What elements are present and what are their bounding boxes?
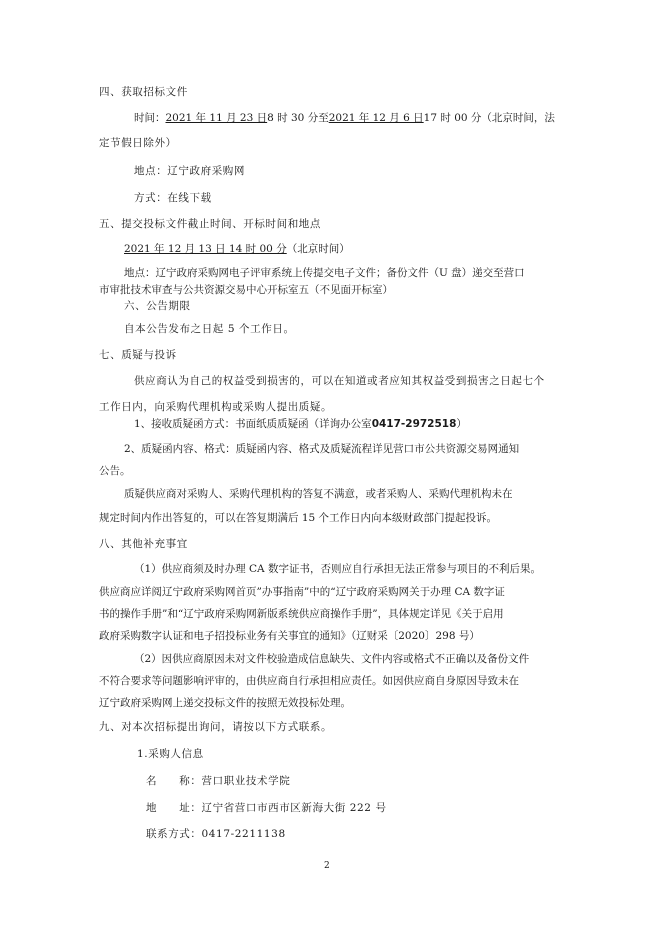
supplement-p1-line4: 政府采购数字认证和电子招投标业务有关事宜的通知》（辽财采〔2020〕298 号）: [99, 630, 480, 642]
purchaser-address-label: 地 址：: [146, 802, 202, 814]
submission-place-line1: 地点：辽宁政府采购网电子评审系统上传提交电子文件；备份文件（U 盘）递交至营口: [124, 267, 525, 279]
section-5-heading: 五、提交投标文件截止时间、开标时间和地点: [99, 218, 321, 230]
submission-place-line2: 市审批技术审查与公共资源交易中心开标室五（不见面开标室）: [99, 284, 393, 296]
purchaser-name-line: [146, 773, 290, 789]
time-start-date: 2021 年 11 月 23 日: [165, 112, 268, 124]
time-label: 时间：: [134, 112, 166, 124]
page-number: 2: [324, 861, 330, 871]
section-6-heading: 六、公告期限: [124, 300, 191, 312]
time-end-hour: 17 时 00 分（北京时间，法: [423, 112, 555, 124]
appeal-line1: 质疑供应商对采购人、采购代理机构的答复不满意，或者采购人、采购代理机构未在: [124, 488, 513, 500]
supplement-p1-line1: （1）供应商须及时办理 CA 数字证书，否则应自行承担无法正常参与项目的不利后果。: [134, 563, 541, 575]
purchaser-contact: 0417-2211138: [201, 828, 286, 840]
supplement-p2-line2: 不符合要求等问题影响评审的，由供应商自行承担相应责任。如因供应商自身原因导致未在: [99, 675, 519, 687]
supplement-p1-line3: 书的操作手册”和“辽宁政府采购网新版系统供应商操作手册”，具体规定详见《关于启用: [99, 608, 504, 620]
deadline-note: （北京时间）: [286, 243, 350, 255]
complaint-format-line2: 公告。: [99, 465, 131, 477]
section-8-heading: 八、其他补充事宜: [99, 538, 188, 550]
purchaser-contact-line: [146, 826, 286, 842]
complaint-method-text: 1、接收质疑函方式：书面纸质质疑函（详询办公室: [134, 418, 372, 430]
purchaser-address-line: [146, 800, 387, 816]
purchaser-contact-label: 联系方式：: [146, 828, 202, 840]
section-4-heading: 四、获取招标文件: [99, 86, 188, 98]
time-end-date: 2021 年 12 月 6 日: [328, 112, 424, 124]
complaint-p1-line2: 工作日内，向采购代理机构或采购人提出质疑。: [99, 401, 333, 413]
complaint-method-line: [134, 416, 467, 432]
purchaser-name-label: 名 称：: [146, 775, 202, 787]
acquisition-time-cont: 定节假日除外）: [99, 137, 177, 149]
supplement-p2-line3: 辽宁政府采购网上递交投标文件的按照无效投标处理。: [99, 697, 351, 709]
notice-period-text: 自本公告发布之日起 5 个工作日。: [124, 323, 295, 335]
section-9-heading: 九、对本次招标提出询问，请按以下方式联系。: [99, 721, 333, 733]
appeal-line2: 规定时间内作出答复的，可以在答复期满后 15 个工作日内向本级财政部门提起投诉。: [99, 512, 498, 524]
purchaser-address: 辽宁省营口市西市区新海大街 222 号: [201, 802, 387, 814]
complaint-method-close: ）: [456, 418, 467, 430]
office-phone: 0417-2972518: [371, 418, 457, 430]
time-start-hour: 8 时 30 分至: [267, 112, 329, 124]
section-7-heading: 七、质疑与投诉: [99, 349, 177, 361]
purchaser-info-heading: 1.采购人信息: [137, 748, 204, 760]
acquisition-time-line: [134, 110, 555, 126]
deadline-line: [124, 241, 350, 257]
purchaser-name: 营口职业技术学院: [201, 775, 291, 787]
deadline-datetime: 2021 年 12 月 13 日 14 时 00 分: [124, 243, 287, 255]
complaint-p1-line1: 供应商认为自己的权益受到损害的，可以在知道或者应知其权益受到损害之日起七个: [134, 375, 545, 387]
acquisition-place: 地点：辽宁政府采购网: [134, 165, 245, 177]
complaint-format-line1: 2、质疑函内容、格式：质疑函内容、格式及质疑流程详见营口市公共资源交易网通知: [124, 443, 520, 455]
acquisition-method: 方式：在线下载: [134, 192, 212, 204]
supplement-p2-line1: （2）因供应商原因未对文件校验造成信息缺失、文件内容或格式不正确以及备份文件: [134, 653, 530, 665]
supplement-p1-line2: 供应商应详阅辽宁政府采购网首页”办事指南”中的“辽宁政府采购网关于办理 CA 数字证: [99, 586, 505, 598]
